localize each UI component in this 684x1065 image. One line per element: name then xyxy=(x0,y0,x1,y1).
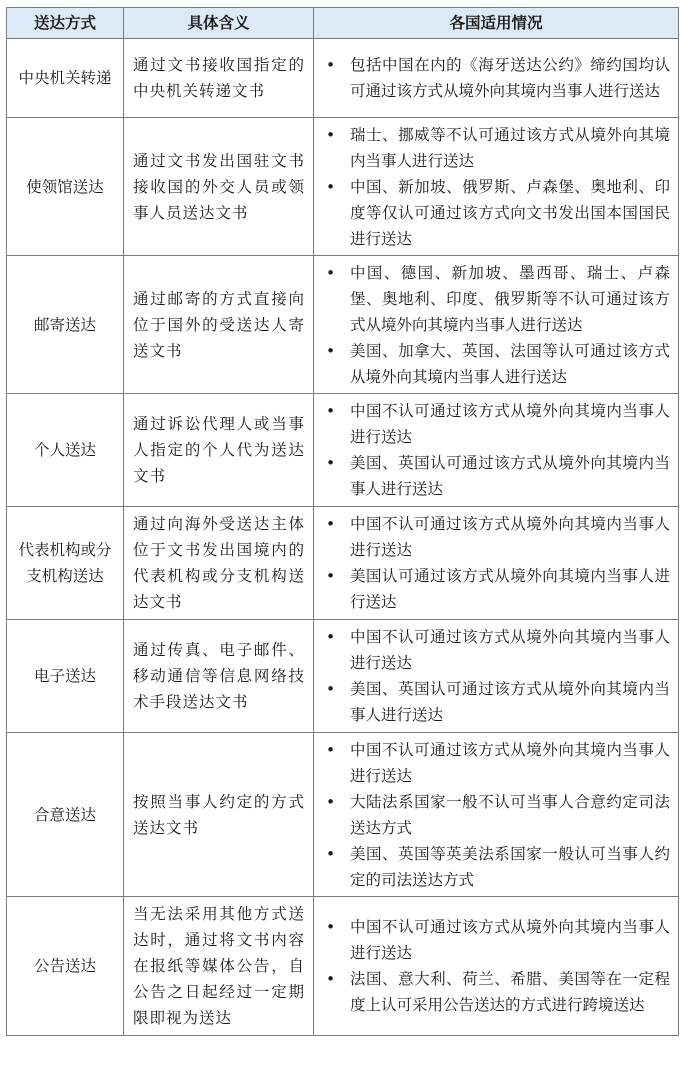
status-item: • 法国、意大利、荷兰、希腊、美国等在一定程度上认可采用公告送达的方式进行跨境送达 xyxy=(314,966,670,1018)
meaning-cell: 当无法采用其他方式送达时，通过将文书内容在报纸等媒体公告，自公告之日起经过一定期限即视为送达 xyxy=(124,897,314,1036)
status-cell xyxy=(314,256,679,394)
table-row xyxy=(7,394,679,507)
status-cell xyxy=(314,733,679,897)
status-item: • 中国不认可通过该方式从境外向其境内当事人进行送达 xyxy=(314,624,670,676)
method-cell: 使领馆送达 xyxy=(7,118,124,256)
table-row xyxy=(7,507,679,620)
status-list xyxy=(314,624,670,728)
header-status: 各国适用情况 xyxy=(314,8,679,39)
status-cell xyxy=(314,39,679,118)
status-item: • 包括中国在内的《海牙送达公约》缔约国均认可通过该方式从境外向其境内当事人进行送达 xyxy=(314,52,670,104)
table-row xyxy=(7,897,679,1036)
method-cell: 合意送达 xyxy=(7,733,124,897)
status-item: • 中国不认可通过该方式从境外向其境内当事人进行送达 xyxy=(314,511,670,563)
table-row xyxy=(7,118,679,256)
meaning-cell: 通过传真、电子邮件、移动通信等信息网络技术手段送达文书 xyxy=(124,620,314,733)
table-row xyxy=(7,733,679,897)
status-item: • 美国认可通过该方式从境外向其境内当事人进行送达 xyxy=(314,563,670,615)
method-cell: 电子送达 xyxy=(7,620,124,733)
status-list xyxy=(314,52,670,104)
table-row xyxy=(7,256,679,394)
status-list xyxy=(314,511,670,615)
document xyxy=(6,7,678,1036)
header-method: 送达方式 xyxy=(7,8,124,39)
status-cell xyxy=(314,118,679,256)
method-cell: 邮寄送达 xyxy=(7,256,124,394)
meaning-cell: 通过诉讼代理人或当事人指定的个人代为送达文书 xyxy=(124,394,314,507)
status-item: • 瑞士、挪威等不认可通过该方式从境外向其境内当事人进行送达 xyxy=(314,122,670,174)
status-item: • 中国、新加坡、俄罗斯、卢森堡、奥地利、印度等仅认可通过该方式向文书发出国本国国民进行送达 xyxy=(314,174,670,252)
meaning-cell: 通过文书发出国驻文书接收国的外交人员或领事人员送达文书 xyxy=(124,118,314,256)
status-item: • 大陆法系国家一般不认可当事人合意约定司法送达方式 xyxy=(314,789,670,841)
status-item: • 美国、英国等英美法系国家一般认可当事人约定的司法送达方式 xyxy=(314,841,670,893)
status-list xyxy=(314,737,670,893)
status-item: • 美国、加拿大、英国、法国等认可通过该方式从境外向其境内当事人进行送达 xyxy=(314,338,670,390)
meaning-cell: 通过邮寄的方式直接向位于国外的受送达人寄送文书 xyxy=(124,256,314,394)
status-list xyxy=(314,914,670,1018)
meaning-cell: 通过向海外受送达主体位于文书发出国境内的代表机构或分支机构送达文书 xyxy=(124,507,314,620)
table-row xyxy=(7,620,679,733)
status-item: • 中国不认可通过该方式从境外向其境内当事人进行送达 xyxy=(314,737,670,789)
header-row xyxy=(7,8,679,39)
status-item: • 美国、英国认可通过该方式从境外向其境内当事人进行送达 xyxy=(314,450,670,502)
method-cell: 代表机构或分支机构送达 xyxy=(7,507,124,620)
status-cell xyxy=(314,897,679,1036)
status-cell xyxy=(314,620,679,733)
status-item: • 中国、德国、新加坡、墨西哥、瑞士、卢森堡、奥地利、印度、俄罗斯等不认可通过该方式从境外向其境内当事人进行送达 xyxy=(314,260,670,338)
method-cell: 中央机关转递 xyxy=(7,39,124,118)
status-item: • 美国、英国认可通过该方式从境外向其境内当事人进行送达 xyxy=(314,676,670,728)
table-row xyxy=(7,39,679,118)
status-cell xyxy=(314,507,679,620)
service-methods-table xyxy=(6,7,679,1036)
status-list xyxy=(314,398,670,502)
method-cell: 公告送达 xyxy=(7,897,124,1036)
meaning-cell: 按照当事人约定的方式送达文书 xyxy=(124,733,314,897)
status-cell xyxy=(314,394,679,507)
status-list xyxy=(314,260,670,390)
method-cell: 个人送达 xyxy=(7,394,124,507)
status-item: • 中国不认可通过该方式从境外向其境内当事人进行送达 xyxy=(314,398,670,450)
meaning-cell: 通过文书接收国指定的中央机关转递文书 xyxy=(124,39,314,118)
header-meaning: 具体含义 xyxy=(124,8,314,39)
status-list xyxy=(314,122,670,252)
status-item: • 中国不认可通过该方式从境外向其境内当事人进行送达 xyxy=(314,914,670,966)
